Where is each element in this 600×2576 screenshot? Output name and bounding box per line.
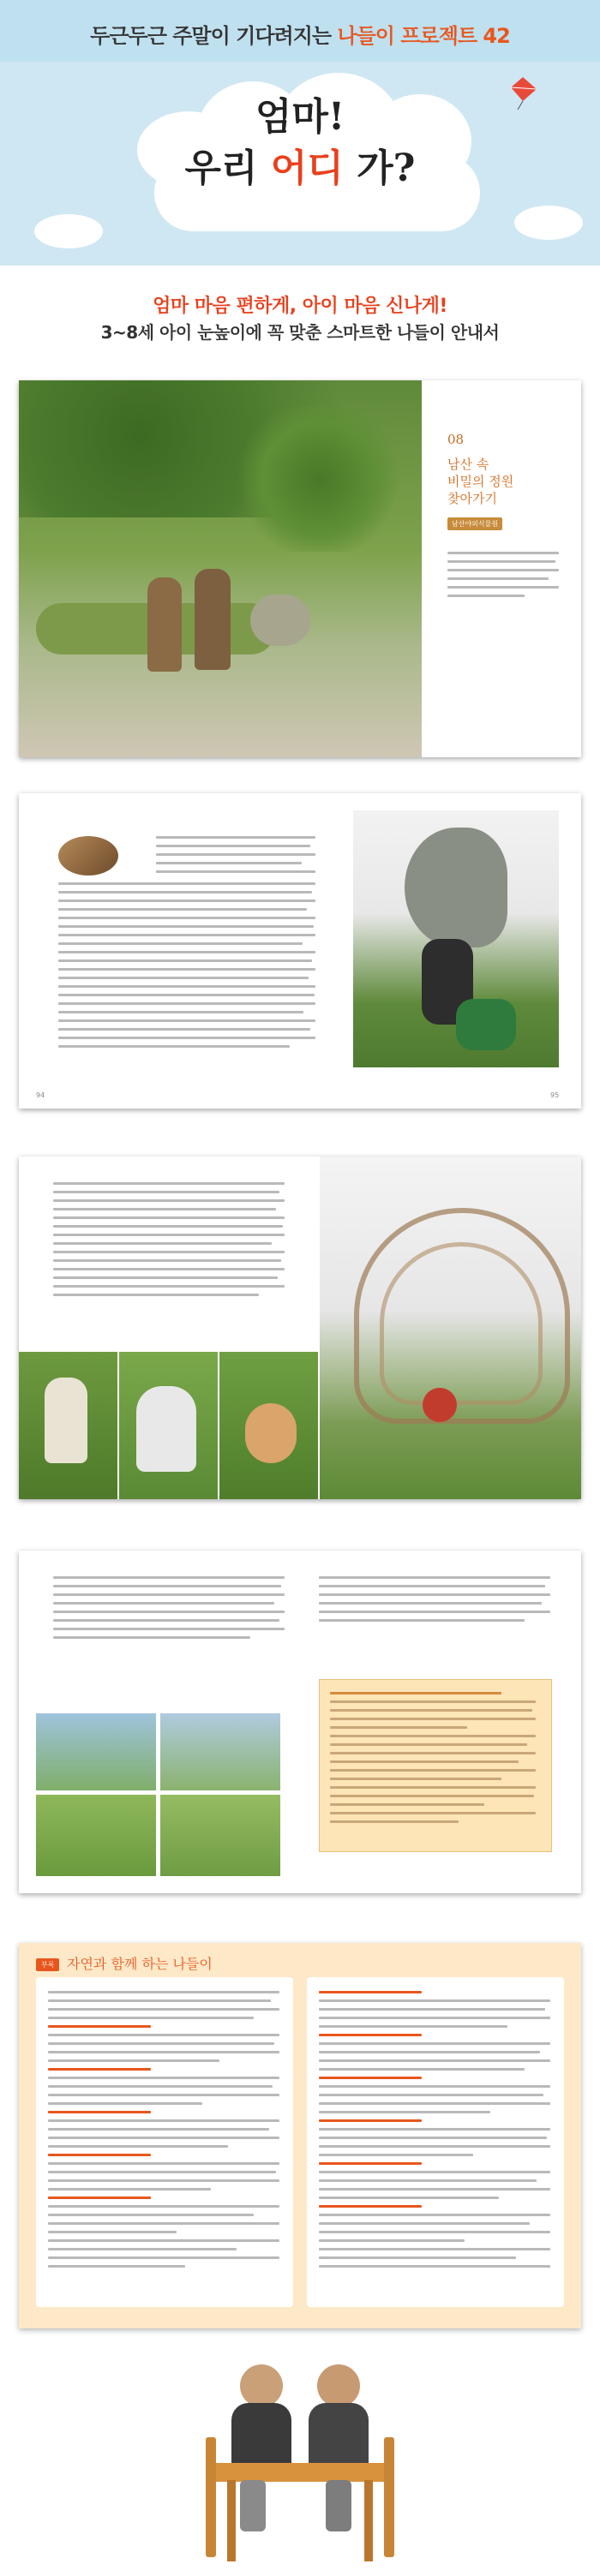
bench-seat xyxy=(206,2463,394,2482)
child-right-legs xyxy=(326,2480,351,2531)
child-photo-1 xyxy=(19,1352,117,1499)
appendix-card-left xyxy=(36,1977,293,2307)
page-footer-right: 95 xyxy=(550,1091,560,1099)
hero-word-eodi: 어디 xyxy=(270,146,344,190)
information-box xyxy=(319,1679,552,1852)
field-photo-3 xyxy=(36,1795,156,1876)
appendix-card-right xyxy=(307,1977,564,2307)
body-text-spread3 xyxy=(53,1182,285,1302)
small-thumbnail-photo xyxy=(58,836,118,876)
appendix-tag: 부록 xyxy=(36,1958,59,1971)
book-spread-2 xyxy=(19,793,581,1109)
place-badge: 남산야외식물원 xyxy=(447,517,502,530)
bench-right-arm xyxy=(384,2437,394,2557)
subtitle-line2: 3~8세 아이 눈높이에 꼭 맞춘 스마트한 나들이 안내서 xyxy=(100,322,500,343)
chapter-title xyxy=(447,456,513,507)
book-spread-4 xyxy=(19,1551,581,1893)
series-title xyxy=(0,19,600,49)
hero-header xyxy=(0,0,600,266)
bench-leg-2 xyxy=(364,2480,373,2561)
kite-icon xyxy=(506,75,540,110)
child-photo-3 xyxy=(219,1352,318,1499)
child-photo-2 xyxy=(119,1352,218,1499)
kids-in-garden-photo xyxy=(19,380,422,757)
appendix-title: 자연과 함께 하는 나들이 xyxy=(67,1956,213,1972)
series-title-highlight: 나들이 프로젝트 42 xyxy=(337,24,510,48)
field-photo-1 xyxy=(36,1713,156,1790)
wooden-tunnel-photo xyxy=(320,1157,581,1499)
hero-word-ga: 가? xyxy=(343,146,416,190)
book-spread-3 xyxy=(19,1157,581,1499)
body-text-left xyxy=(58,882,315,1054)
chapter-number: 08 xyxy=(447,432,465,447)
hero-word-uri: 우리 xyxy=(184,146,271,190)
child-left-legs xyxy=(240,2480,266,2531)
hero-title-line2 xyxy=(0,137,600,192)
hero-title-line1: 엄마! xyxy=(255,95,345,139)
intro-text-block xyxy=(447,552,559,603)
field-photo-2 xyxy=(160,1713,280,1790)
page-footer-left: 94 xyxy=(36,1091,45,1099)
body-text-spread4-right xyxy=(319,1576,550,1628)
book-spread-1 xyxy=(19,380,581,757)
bench-left-arm xyxy=(206,2437,216,2557)
body-text-spread4-left xyxy=(53,1576,285,1645)
child-left-head xyxy=(240,2364,283,2407)
chapter-title-line3: 찾아가기 xyxy=(447,491,497,506)
twins-on-bench-photo xyxy=(206,2352,394,2566)
chapter-title-line2: 비밀의 정원 xyxy=(447,474,514,489)
series-title-prefix: 두근두근 주말이 기다려지는 xyxy=(90,24,338,48)
chapter-title-line1: 남산 속 xyxy=(447,457,489,472)
field-photo-4 xyxy=(160,1795,280,1876)
dinosaur-statue-photo xyxy=(353,810,559,1067)
appendix-spread xyxy=(19,1943,581,2328)
child-right-head xyxy=(317,2364,360,2407)
subtitle-line1: 엄마 마음 편하게, 아이 마음 신나게! xyxy=(153,296,447,317)
bench-leg-1 xyxy=(227,2480,236,2561)
body-text-top xyxy=(156,836,315,879)
